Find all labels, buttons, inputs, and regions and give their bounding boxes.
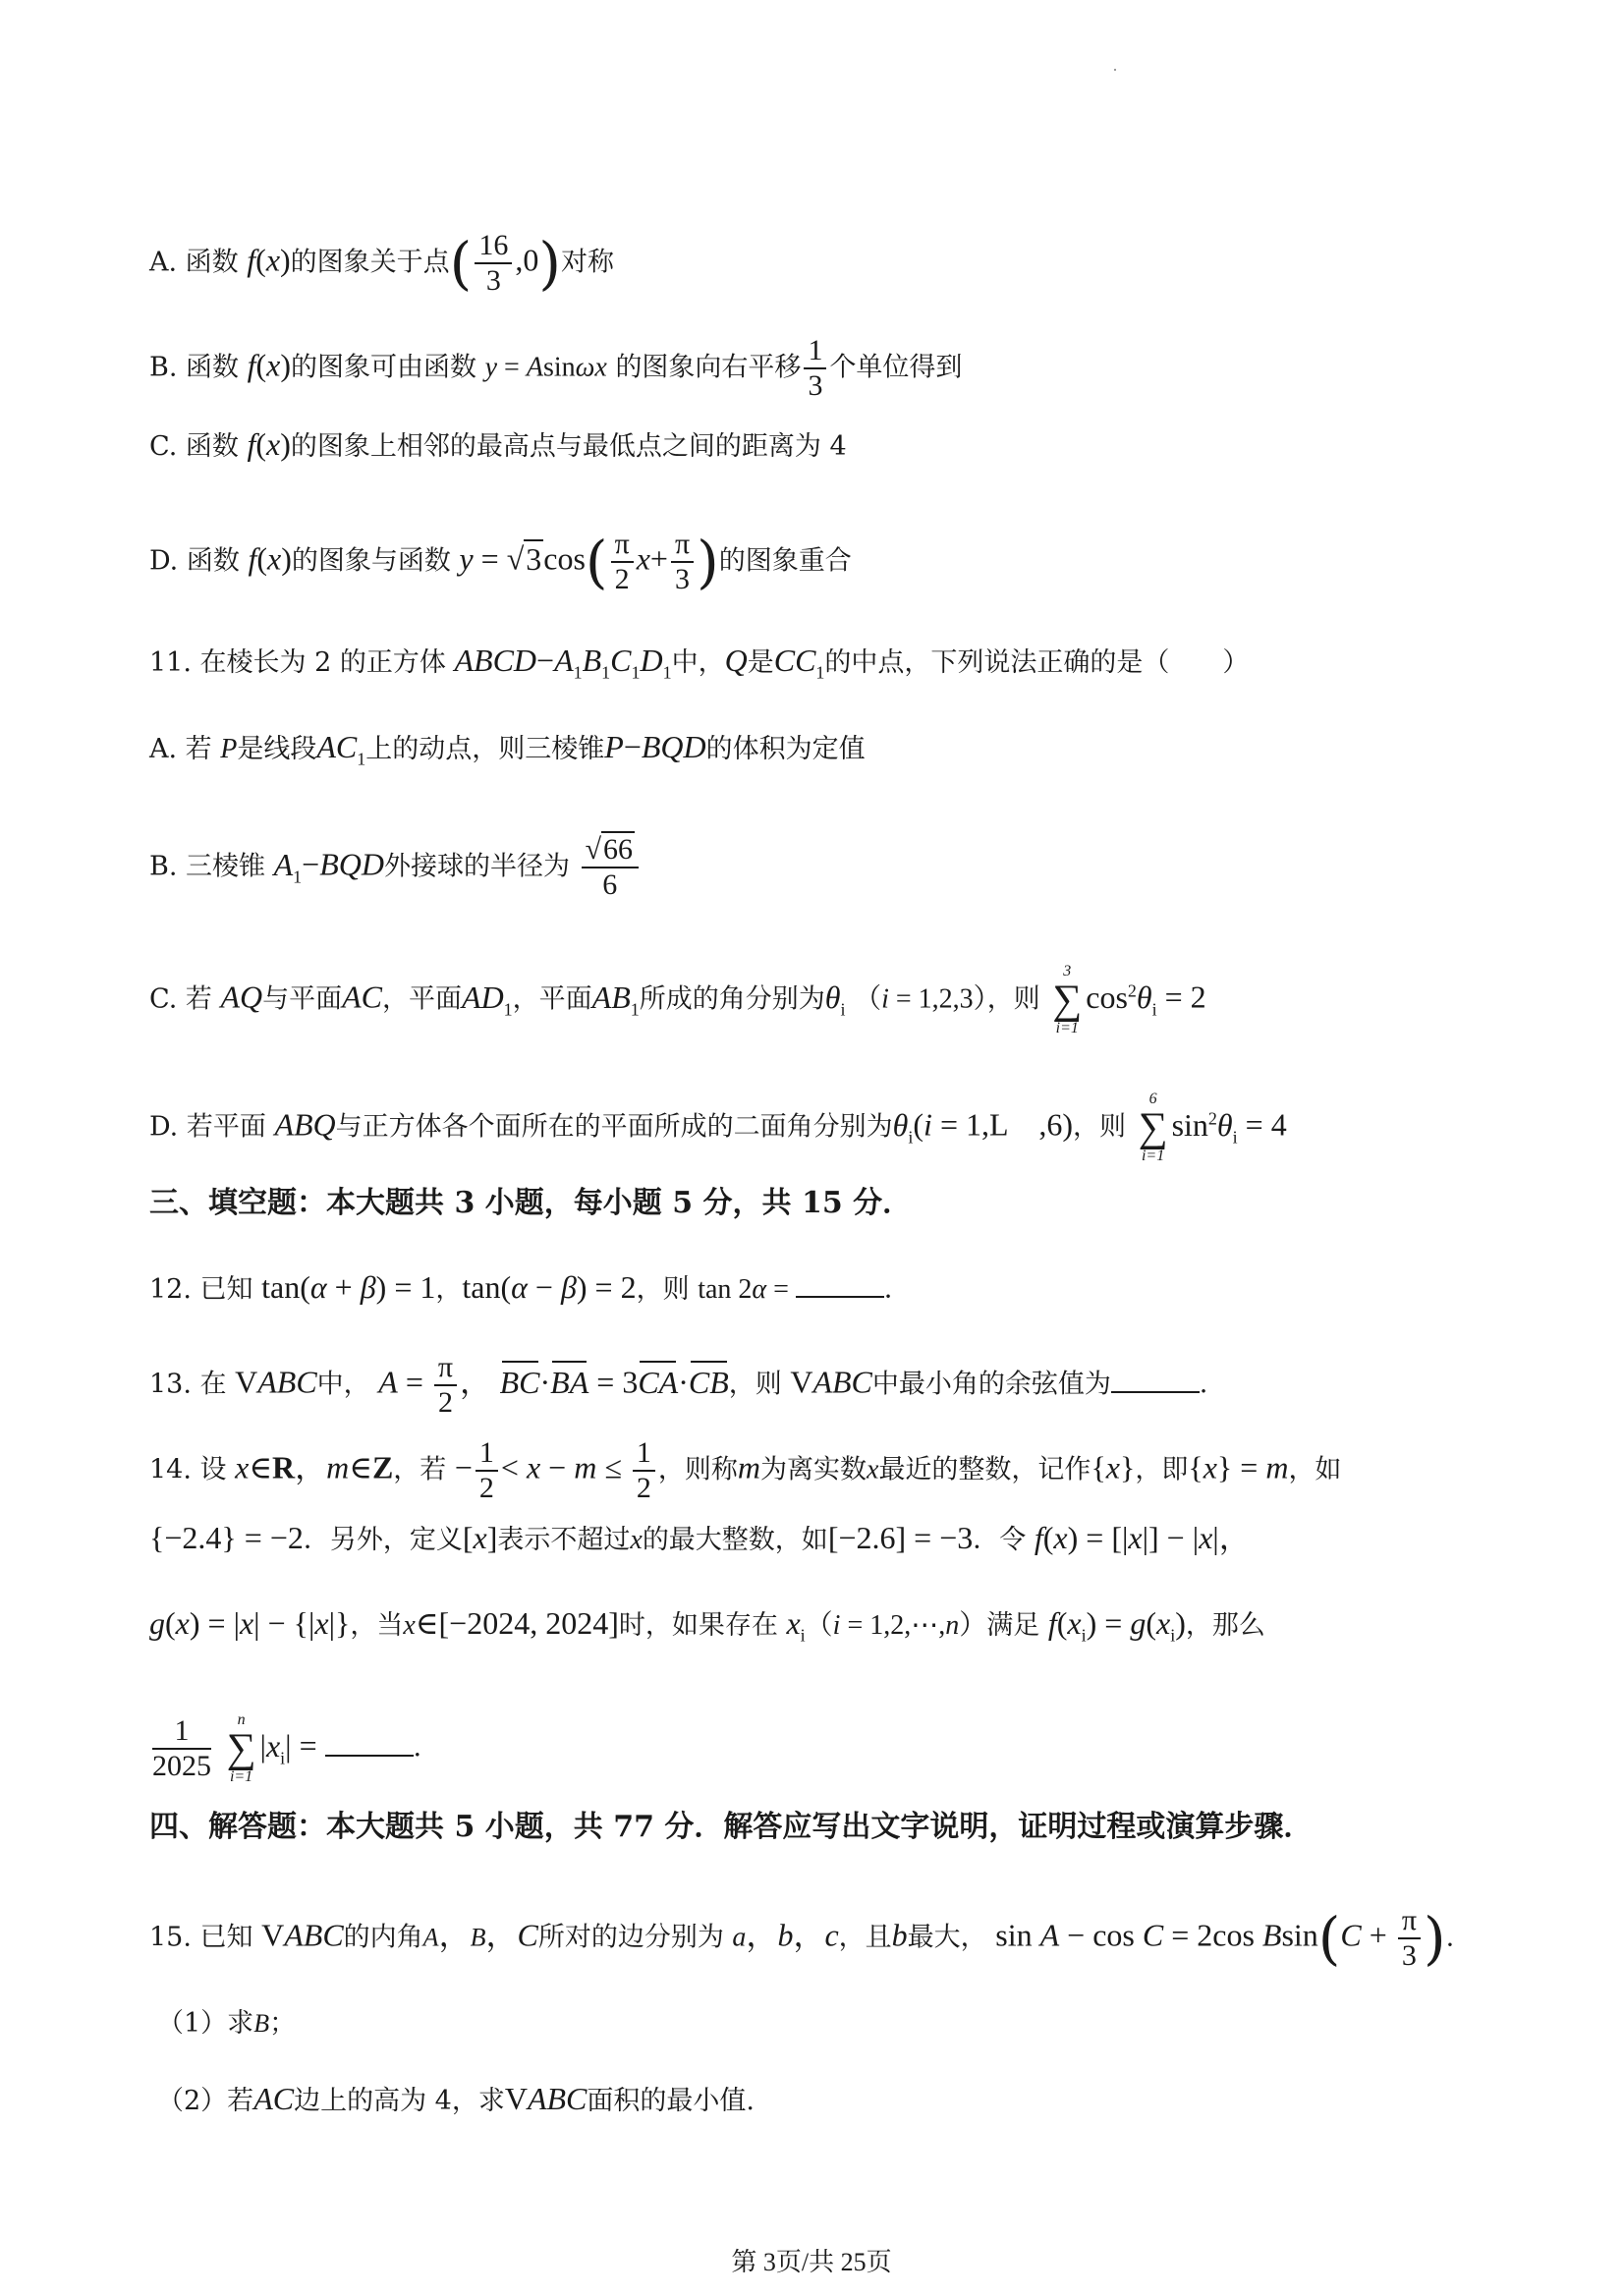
q10-option-b: B. 函数 f(x)的图象可由函数 y = Asinωx 的图象向右平移 $\frac{1}{3}$ 个单位得到 — [149, 334, 963, 402]
q15-part-2: （2）若AC边上的高为 4，求VABC面积的最小值. — [157, 2081, 755, 2116]
q13: 13. 在 VABC中， A = $\frac{\pi}{2}$ ， BC·BA = 3CA·CB，则 VABC中最小角的余弦值为 ． — [149, 1351, 1226, 1419]
fraction-1-2025: $\frac{1}{2025}$ — [152, 1714, 211, 1782]
fraction-sqrt66-6: $\frac{√66}{6}$ — [582, 833, 639, 902]
section-3-heading: 三、填空题：本大题共 3 小题，每小题 5 分，共 15 分． — [149, 1186, 913, 1220]
q14-line-4: $\frac{1}{2025}$ n ∑ i=1 $|x_i|$ = ． — [152, 1711, 440, 1785]
q11-option-a: A. 若 P是线段$AC_1$上的动点，则三棱锥P−BQD的体积为定值 — [149, 729, 866, 769]
q12: 12. 已知 tan(α + β) = 1，tan(α − β) = 2，则 tan 2α = ． — [149, 1269, 911, 1305]
q14-line-1: 14. 设 x∈R，m∈Z，若 − $\frac{1}{2}$ < x − m ≤ $\frac{1}{2}$ ，则称m为离实数x最近的整数，记作{x}，即{x} = m，如 — [149, 1436, 1342, 1504]
q11-option-b: B. 三棱锥 $A_1-BQD$外接球的半径为 $\frac{√66}{6}$ — [149, 833, 1485, 902]
q15-part-1: （1）求B； — [157, 2008, 297, 2039]
q14-line-3: g(x) = |x| − {|x|}，当x∈[−2024, 2024]时，如果存在 $x_i(i$ = 1,2,⋯,n）满足 $f(x_i) = g(x_i)$，那么 — [149, 1605, 1265, 1646]
q10-option-d: D. 函数 f(x)的图象与函数 y = √3cos( $\frac{\pi}{2}$ x+ $\frac{\pi}{3}$ )的图象重合 — [149, 528, 852, 595]
summation-1-6: 6 ∑ i=1 — [1138, 1091, 1168, 1164]
q14-line-2: {−2.4} = −2．另外，定义[x]表示不超过x的最大整数，如[−2.6] = −3．令 f(x) = [|x|] − |x|， — [149, 1520, 1251, 1555]
q10-option-a: A. 函数 f(x)的图象关于点( $\frac{16}{3}$ ,0)对称 — [149, 229, 614, 297]
q11-stem: 11. 在棱长为 2 的正方体 $ABCD-A_1B_1C_1D_1$中，Q是$CC_1$的中点，下列说法正确的是（ ） — [149, 643, 1250, 683]
answer-blank — [796, 1270, 884, 1298]
answer-blank — [325, 1729, 414, 1757]
fraction-1-3: $\frac{1}{3}$ — [804, 334, 826, 403]
q10-option-c: C. 函数 f(x)的图象上相邻的最高点与最低点之间的距离为 4 — [149, 426, 847, 462]
summation-1-3: 3 ∑ i=1 — [1052, 963, 1083, 1036]
scan-speck — [1114, 69, 1116, 71]
answer-blank — [1111, 1366, 1200, 1393]
q11-option-d: D. 若平面 ABQ与正方体各个面所在的平面所成的二面角分别为$\theta_i(i = 1,L$ ,6)，则 6 ∑ i=1 $\sin^2\theta_i = 4$ — [149, 1091, 1287, 1164]
summation-1-n: n ∑ i=1 — [226, 1711, 256, 1785]
q11-option-c: C. 若 AQ与平面AC，平面$AD_1$，平面$AB_1$所成的角分别为$\theta_i$ （i = 1,2,3），则 3 ∑ i=1 $\cos^2\theta_i = 2$ — [149, 963, 1206, 1036]
fraction-16-3: $\frac{16}{3}$ — [475, 229, 512, 298]
section-4-heading: 四、解答题：本大题共 5 小题，共 77 分．解答应写出文字说明，证明过程或演算步骤． — [149, 1810, 1314, 1844]
page-footer: 第 3页/共 25页 — [731, 2248, 892, 2276]
q15-stem: 15. 已知 VABC的内角A，B，C所对的边分别为 a，b，c，且b最大， sin A − cos C = 2cos Bsin(C + $\frac{\pi}{3}$ ). — [149, 1904, 1455, 1972]
